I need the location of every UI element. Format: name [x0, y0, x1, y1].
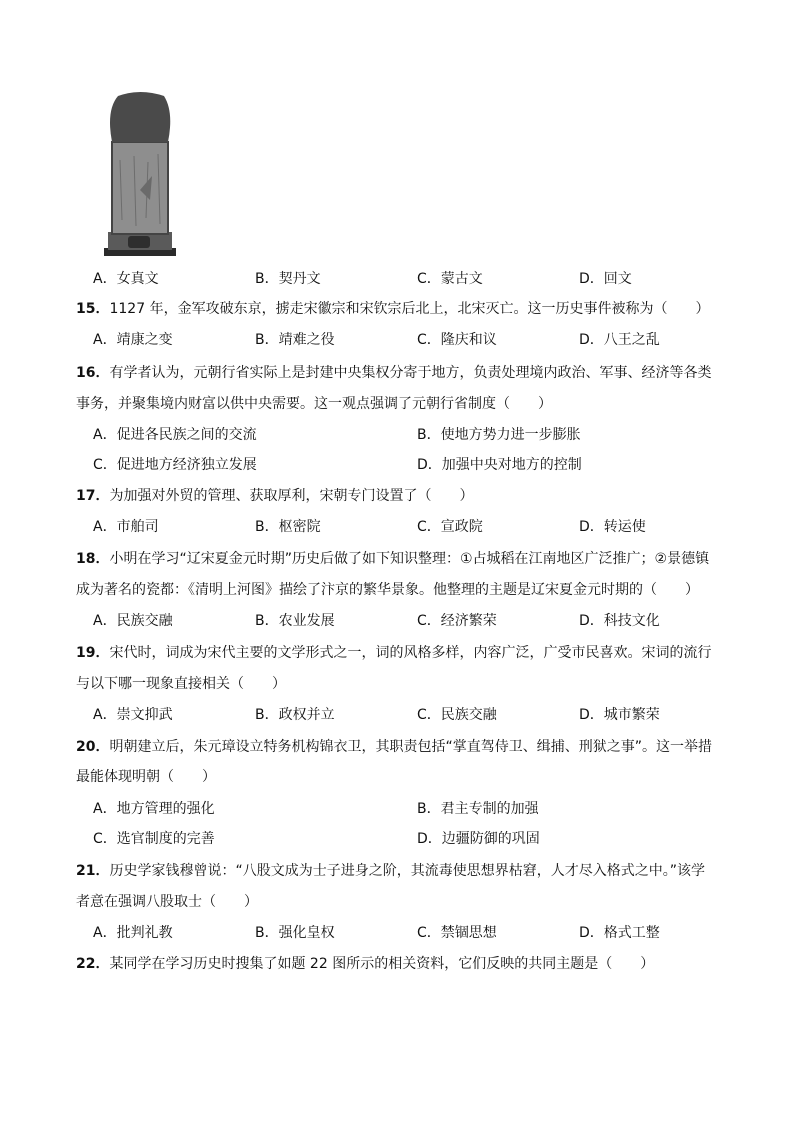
q15-option-a[interactable]: A．靖康之变 [93, 332, 173, 348]
q21-text-1: 历史学家钱穆曾说：“八股文成为士子进身之阶，其流毒使思想界枯窘，人才尽入格式之中。”该学 [109, 863, 705, 879]
q19-text-2: 与以下哪一现象直接相关（ ） [76, 676, 286, 692]
q18-text-1: 小明在学习“辽宋夏金元时期”历史后做了如下知识整理：①占城稻在江南地区广泛推广；②景德镇 [109, 551, 710, 567]
q21-text-2: 者意在强调八股取士（ ） [76, 894, 258, 910]
q21-option-b[interactable]: B．强化皇权 [255, 925, 335, 941]
q14-option-c[interactable]: C．蒙古文 [417, 271, 483, 287]
q19-stem-line2 [76, 675, 286, 693]
q20-text-1: 明朝建立后，朱元璋设立特务机构锦衣卫，其职责包括“掌直驾侍卫、缉捕、刑狱之事”。这一举措 [109, 739, 712, 755]
q19-option-d[interactable]: D．城市繁荣 [579, 707, 660, 723]
q16-option-b[interactable]: B．使地方势力进一步膨胀 [417, 427, 581, 443]
q18-text-2: 成为著名的瓷都：《清明上河图》描绘了汴京的繁华景象。他整理的主题是辽宋夏金元时期的（ ） [76, 582, 699, 598]
q14-option-b[interactable]: B．契丹文 [255, 271, 321, 287]
q18-option-a[interactable]: A．民族交融 [93, 613, 173, 629]
q15-option-d[interactable]: D．八王之乱 [579, 332, 660, 348]
q17-text: 为加强对外贸的管理、获取厚利，宋朝专门设置了（ ） [109, 488, 474, 504]
q20-option-d[interactable]: D．边疆防御的巩固 [417, 831, 540, 847]
q21-number: 21． [76, 863, 110, 879]
q17-option-a[interactable]: A．市舶司 [93, 519, 159, 535]
q19-stem-line1 [76, 644, 711, 662]
q21-stem-line1 [76, 862, 705, 880]
q17-number: 17． [76, 488, 110, 504]
q15-number: 15． [76, 301, 110, 317]
q16-stem-line1 [76, 364, 711, 382]
q20-stem-line1 [76, 738, 712, 756]
q19-number: 19． [76, 645, 110, 661]
q20-stem-line2 [76, 768, 216, 786]
q22-text: 某同学在学习历史时搜集了如题 22 图所示的相关资料，它们反映的共同主题是（ ） [109, 956, 655, 972]
q22-stem [76, 955, 654, 973]
q21-option-c[interactable]: C．禁锢思想 [417, 925, 497, 941]
q18-number: 18． [76, 551, 110, 567]
q16-text-1: 有学者认为，元朝行省实际上是封建中央集权分寄于地方，负责处理境内政治、军事、经济等各类 [109, 365, 712, 381]
q17-option-b[interactable]: B．枢密院 [255, 519, 321, 535]
q21-option-d[interactable]: D．格式工整 [579, 925, 660, 941]
q21-option-a[interactable]: A．批判礼教 [93, 925, 173, 941]
q18-stem-line2 [76, 581, 699, 599]
q16-option-d[interactable]: D．加强中央对地方的控制 [417, 457, 582, 473]
q19-option-c[interactable]: C．民族交融 [417, 707, 497, 723]
q15-option-b[interactable]: B．靖难之役 [255, 332, 335, 348]
q22-number: 22． [76, 956, 110, 972]
stele-image [100, 90, 178, 258]
q15-option-c[interactable]: C．隆庆和议 [417, 332, 497, 348]
q17-stem [76, 487, 473, 505]
q20-option-b[interactable]: B．君主专制的加强 [417, 801, 539, 817]
q18-option-d[interactable]: D．科技文化 [579, 613, 660, 629]
q21-stem-line2 [76, 893, 258, 911]
q16-option-c[interactable]: C．促进地方经济独立发展 [93, 457, 257, 473]
q17-option-d[interactable]: D．转运使 [579, 519, 646, 535]
q17-option-c[interactable]: C．宣政院 [417, 519, 483, 535]
q15-text: 1127 年，金军攻破东京，掳走宋徽宗和宋钦宗后北上，北宋灭亡。这一历史事件被称为（ ） [109, 301, 710, 317]
q19-option-b[interactable]: B．政权并立 [255, 707, 335, 723]
q14-option-a[interactable]: A．女真文 [93, 271, 159, 287]
q19-option-a[interactable]: A．崇文抑武 [93, 707, 173, 723]
q16-text-2: 事务，并聚集境内财富以供中央需要。这一观点强调了元朝行省制度（ ） [76, 396, 552, 412]
q20-option-c[interactable]: C．选官制度的完善 [93, 831, 215, 847]
q16-number: 16． [76, 365, 110, 381]
q14-option-d[interactable]: D．回文 [579, 271, 632, 287]
q20-option-a[interactable]: A．地方管理的强化 [93, 801, 215, 817]
q16-stem-line2 [76, 395, 552, 413]
q16-option-a[interactable]: A．促进各民族之间的交流 [93, 427, 257, 443]
q18-option-c[interactable]: C．经济繁荣 [417, 613, 497, 629]
q20-number: 20． [76, 739, 110, 755]
q20-text-2: 最能体现明朝（ ） [76, 769, 216, 785]
q19-text-1: 宋代时，词成为宋代主要的文学形式之一，词的风格多样，内容广泛，广受市民喜欢。宋词的流行 [109, 645, 712, 661]
q15-stem [76, 300, 710, 318]
q18-stem-line1 [76, 550, 709, 568]
q18-option-b[interactable]: B．农业发展 [255, 613, 335, 629]
